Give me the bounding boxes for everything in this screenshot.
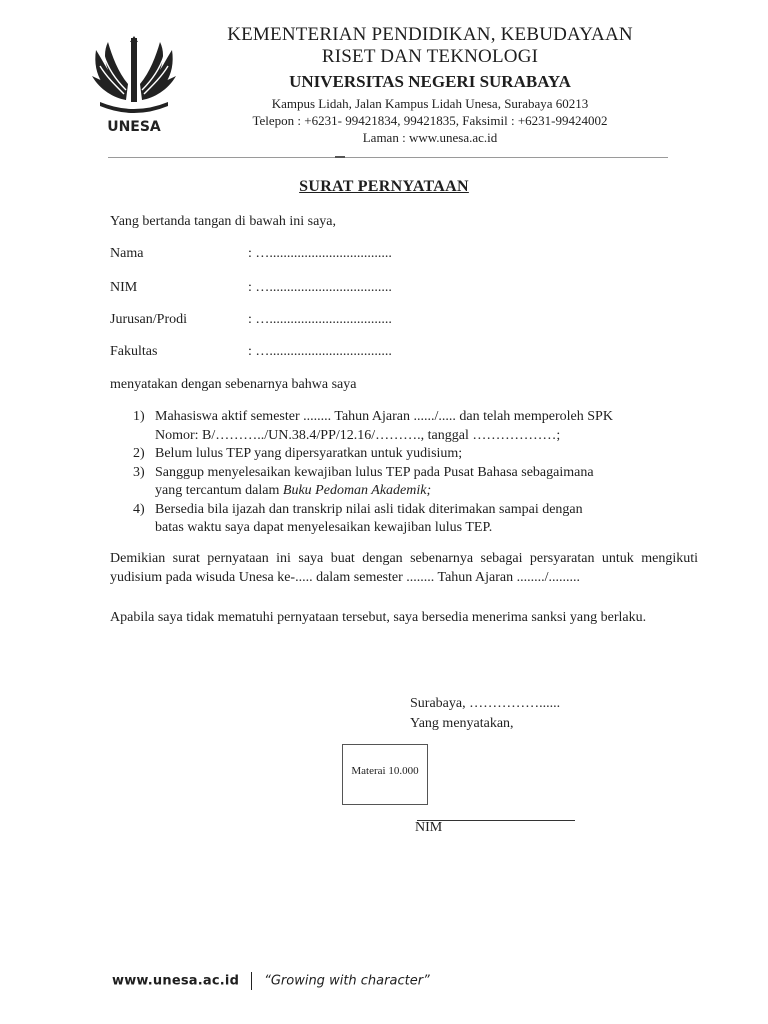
book-title: Buku Pedoman Akademik; bbox=[282, 483, 432, 498]
place-date: Surabaya, ……………...... bbox=[410, 696, 561, 711]
footer-separator bbox=[251, 972, 252, 990]
footer-website: www.unesa.ac.id bbox=[112, 973, 240, 989]
closing-paragraph-2: Apabila saya tidak mematuhi pernyataan tersebut, saya bersedia menerima sanksi yang berlaku. bbox=[110, 610, 647, 625]
list-item bbox=[133, 464, 693, 501]
list-item bbox=[133, 501, 693, 538]
website-line: Laman : www.unesa.ac.id bbox=[362, 130, 498, 145]
list-item-number: 4) bbox=[133, 501, 145, 517]
field-label-fakultas: Fakultas bbox=[110, 344, 158, 359]
list-item-line: Bersedia bila ijazah dan transkrip nilai asli tidak diterimakan sampai dengan bbox=[155, 501, 583, 517]
stamp-label: Materai 10.000 bbox=[351, 765, 419, 777]
header-divider-accent bbox=[335, 156, 345, 158]
footer-tagline: “Growing with character” bbox=[264, 973, 430, 989]
field-value-fakultas: : …................................... bbox=[248, 344, 392, 359]
statement-intro: menyatakan dengan sebenarnya bahwa saya bbox=[110, 377, 357, 392]
field-label-jurusan: Jurusan/Prodi bbox=[110, 312, 187, 327]
signer-label: Yang menyatakan, bbox=[410, 716, 514, 731]
header-divider bbox=[108, 157, 668, 158]
ministry-line-2: RISET DAN TEKNOLOGI bbox=[321, 46, 539, 67]
letterhead bbox=[188, 24, 672, 146]
list-item-line: Nomor: B/………../UN.38.4/PP/12.16/………., tanggal ………………; bbox=[155, 427, 561, 443]
list-item-line: Sanggup menyelesaikan kewajiban lulus TEP pada Pusat Bahasa sebagaimana bbox=[155, 464, 594, 480]
field-value-nama: : …................................... bbox=[248, 246, 392, 261]
footer bbox=[112, 972, 430, 990]
list-item-number: 1) bbox=[133, 409, 145, 424]
ministry-line-1: KEMENTERIAN PENDIDIKAN, KEBUDAYAAN bbox=[227, 24, 633, 45]
phone-fax: Telepon : +6231- 99421834, 99421835, Faksimil : +6231-99424002 bbox=[252, 113, 608, 128]
list-item-line: batas waktu saya dapat menyelesaikan kewajiban lulus TEP. bbox=[155, 520, 493, 535]
list-item-line: yang tercantum dalam Buku Pedoman Akademik; bbox=[155, 483, 432, 498]
statement-list bbox=[133, 408, 693, 538]
closing-paragraph-1: Demikian surat pernyataan ini saya buat dengan sebenarnya sebagai persyaratan untuk mengikuti yudisium pada wisuda Unesa ke-..... dalam semester ........ Tahun Ajaran ......../......... bbox=[110, 551, 698, 585]
document-title: SURAT PERNYATAAN bbox=[299, 178, 469, 195]
field-value-nim: : …................................... bbox=[248, 280, 392, 295]
list-item-line: Mahasiswa aktif semester ........ Tahun Ajaran ....../..... dan telah memperoleh SPK bbox=[155, 409, 613, 424]
logo-text: UNESA bbox=[107, 119, 161, 135]
list-item-number: 2) bbox=[133, 446, 145, 461]
field-label-nim: NIM bbox=[110, 280, 138, 295]
field-value-jurusan: : …................................... bbox=[248, 312, 392, 327]
address: Kampus Lidah, Jalan Kampus Lidah Unesa, Surabaya 60213 bbox=[271, 96, 589, 111]
intro-text: Yang bertanda tangan di bawah ini saya, bbox=[110, 214, 337, 229]
university-name: UNIVERSITAS NEGERI SURABAYA bbox=[289, 72, 571, 91]
nim-label: NIM bbox=[415, 820, 443, 835]
list-item bbox=[133, 408, 693, 445]
unesa-logo-icon bbox=[86, 36, 182, 136]
list-item-number: 3) bbox=[133, 464, 145, 480]
stamp-box bbox=[342, 744, 428, 805]
list-item bbox=[133, 445, 693, 464]
field-label-nama: Nama bbox=[110, 246, 144, 261]
list-item-line: Belum lulus TEP yang dipersyaratkan untuk yudisium; bbox=[155, 446, 463, 461]
